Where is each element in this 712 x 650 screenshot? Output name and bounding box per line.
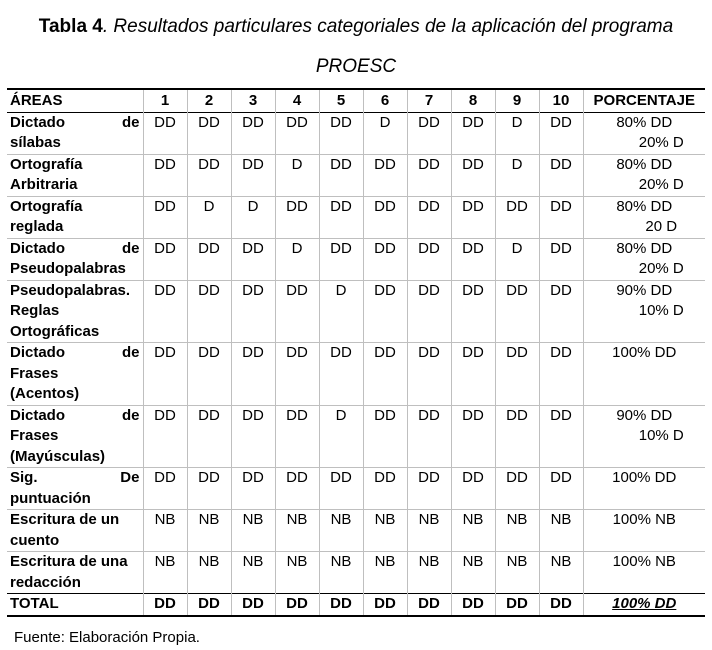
value-cell: DD (143, 196, 187, 238)
caption-line-2: PROESC (315, 56, 397, 77)
value-cell: DD (363, 154, 407, 196)
header-col-5: 5 (319, 89, 363, 112)
percentage-line: 100% NB (612, 511, 676, 528)
value-cell: DD (495, 405, 539, 468)
value-cell: DD (275, 343, 319, 406)
area-line: Frases (10, 364, 59, 382)
value-cell: NB (319, 552, 363, 594)
percentage-line: 100% DD (612, 469, 677, 486)
value-cell: DD (231, 343, 275, 406)
value-cell: DD (407, 154, 451, 196)
percentage-line: 90% DD (616, 406, 673, 424)
area-cell (7, 510, 143, 552)
value-cell: DD (143, 280, 187, 343)
value-cell: NB (275, 510, 319, 552)
value-cell: DD (143, 468, 187, 510)
header-col-4: 4 (275, 89, 319, 112)
value-cell: D (319, 405, 363, 468)
area-line: Escritura de un (10, 511, 120, 528)
total-label: TOTAL (10, 595, 59, 612)
value-cell: D (231, 196, 275, 238)
table-row (7, 154, 705, 196)
total-value-cell: DD (143, 594, 187, 616)
header-col-9: 9 (495, 89, 539, 112)
value-cell: DD (363, 468, 407, 510)
value-cell: D (363, 112, 407, 154)
value-cell: DD (143, 112, 187, 154)
value-cell: DD (451, 405, 495, 468)
total-value-cell: DD (495, 594, 539, 616)
header-percentage: PORCENTAJE (583, 89, 705, 112)
value-cell: DD (231, 154, 275, 196)
area-cell (7, 343, 143, 406)
value-cell: DD (143, 154, 187, 196)
area-line: Pseudopalabras (10, 260, 126, 277)
area-cell (7, 196, 143, 238)
table-body (7, 112, 705, 616)
caption-line-1 (0, 14, 712, 40)
value-cell: DD (407, 196, 451, 238)
percentage-line: 100% DD (612, 344, 677, 361)
percentage-cell (583, 112, 705, 154)
area-line: Pseudopalabras. (10, 281, 131, 299)
value-cell: DD (363, 238, 407, 280)
value-cell: NB (539, 510, 583, 552)
area-line: Dictado de (10, 344, 140, 361)
value-cell: DD (495, 343, 539, 406)
area-line: Dictado de (10, 113, 140, 131)
percentage-line: 100% NB (612, 553, 676, 570)
percentage-line: 90% DD (616, 281, 673, 299)
value-cell: DD (539, 468, 583, 510)
value-cell: DD (319, 112, 363, 154)
value-cell: DD (495, 196, 539, 238)
value-cell: DD (539, 238, 583, 280)
value-cell: NB (187, 510, 231, 552)
value-cell: D (187, 196, 231, 238)
table-row (7, 280, 705, 343)
area-cell (7, 112, 143, 154)
value-cell: D (495, 112, 539, 154)
area-line: puntuación (10, 489, 91, 507)
area-cell (7, 468, 143, 510)
value-cell: DD (407, 468, 451, 510)
value-cell: DD (451, 468, 495, 510)
value-cell: DD (363, 280, 407, 343)
percentage-cell (583, 196, 705, 238)
caption-text: . Resultados particulares categoriales de la aplicación del programa (102, 16, 674, 37)
value-cell: DD (539, 112, 583, 154)
total-value-cell: DD (319, 594, 363, 616)
value-cell: NB (187, 552, 231, 594)
source-note: Fuente: Elaboración Propia. (14, 629, 200, 646)
total-value-cell: DD (187, 594, 231, 616)
value-cell: NB (143, 552, 187, 594)
area-line: redacción (10, 573, 81, 591)
area-cell (7, 238, 143, 280)
value-cell: DD (407, 343, 451, 406)
header-col-3: 3 (231, 89, 275, 112)
area-line: (Mayúsculas) (10, 447, 106, 465)
value-cell: DD (407, 280, 451, 343)
value-cell: NB (407, 510, 451, 552)
table-caption (0, 14, 712, 80)
value-cell: DD (407, 112, 451, 154)
area-line: Sig. De (10, 469, 140, 486)
table-row (7, 552, 705, 594)
value-cell: D (495, 238, 539, 280)
header-col-2: 2 (187, 89, 231, 112)
value-cell: DD (187, 280, 231, 343)
percentage-line: 80% DD (616, 155, 673, 173)
value-cell: NB (231, 510, 275, 552)
value-cell: NB (451, 510, 495, 552)
value-cell: DD (187, 468, 231, 510)
area-line: Dictado de (10, 406, 140, 424)
percentage-line: 80% DD (616, 197, 673, 215)
value-cell: DD (451, 280, 495, 343)
percentage-cell (583, 405, 705, 468)
table-row (7, 196, 705, 238)
value-cell: DD (539, 154, 583, 196)
area-cell (7, 280, 143, 343)
value-cell: DD (231, 468, 275, 510)
value-cell: DD (451, 196, 495, 238)
value-cell: DD (143, 405, 187, 468)
value-cell: DD (407, 405, 451, 468)
area-line: Ortografía (10, 197, 83, 215)
value-cell: DD (187, 238, 231, 280)
header-col-10: 10 (539, 89, 583, 112)
value-cell: NB (275, 552, 319, 594)
header-areas: ÁREAS (10, 92, 63, 109)
results-table (7, 88, 705, 617)
value-cell: DD (319, 343, 363, 406)
value-cell: DD (275, 196, 319, 238)
value-cell: DD (319, 238, 363, 280)
value-cell: DD (231, 280, 275, 343)
value-cell: DD (143, 238, 187, 280)
percentage-cell (583, 468, 705, 510)
total-value-cell: DD (407, 594, 451, 616)
value-cell: NB (495, 552, 539, 594)
value-cell: DD (451, 154, 495, 196)
value-cell: DD (495, 280, 539, 343)
percentage-cell (583, 552, 705, 594)
area-line: sílabas (10, 134, 61, 151)
value-cell: DD (451, 343, 495, 406)
percentage-cell (583, 280, 705, 343)
value-cell: D (495, 154, 539, 196)
area-line: Dictado de (10, 239, 140, 257)
value-cell: DD (275, 468, 319, 510)
value-cell: DD (363, 343, 407, 406)
value-cell: DD (187, 405, 231, 468)
value-cell: DD (539, 196, 583, 238)
table-row (7, 405, 705, 468)
caption-label: Tabla 4 (38, 16, 103, 37)
percentage-cell (583, 510, 705, 552)
value-cell: DD (539, 405, 583, 468)
value-cell: DD (363, 196, 407, 238)
area-line: Reglas (10, 302, 60, 319)
area-cell (7, 552, 143, 594)
percentage-line: 20% D (638, 176, 684, 193)
value-cell: DD (363, 405, 407, 468)
area-line: (Acentos) (10, 385, 80, 402)
value-cell: NB (495, 510, 539, 552)
value-cell: DD (451, 112, 495, 154)
total-value-cell: DD (451, 594, 495, 616)
value-cell: DD (231, 238, 275, 280)
value-cell: DD (143, 343, 187, 406)
table-row (7, 343, 705, 406)
value-cell: DD (319, 154, 363, 196)
percentage-line: 20 D (645, 218, 678, 235)
percentage-cell (583, 343, 705, 406)
percentage-line: 80% DD (616, 239, 673, 257)
value-cell: DD (495, 468, 539, 510)
table-row (7, 112, 705, 154)
total-value-cell: DD (275, 594, 319, 616)
value-cell: D (275, 154, 319, 196)
value-cell: DD (319, 196, 363, 238)
table-row (7, 468, 705, 510)
table-row (7, 238, 705, 280)
total-value-cell: DD (363, 594, 407, 616)
total-percentage: 100% DD (583, 594, 705, 616)
value-cell: DD (451, 238, 495, 280)
area-line: Frases (10, 427, 59, 444)
value-cell: DD (275, 112, 319, 154)
area-cell (7, 154, 143, 196)
value-cell: DD (231, 405, 275, 468)
value-cell: NB (451, 552, 495, 594)
area-line: Ortografía (10, 155, 83, 173)
percentage-line: 80% DD (616, 113, 673, 131)
value-cell: DD (231, 112, 275, 154)
total-value-cell: DD (231, 594, 275, 616)
value-cell: D (319, 280, 363, 343)
value-cell: DD (539, 280, 583, 343)
value-cell: NB (231, 552, 275, 594)
percentage-line: 20% D (638, 260, 684, 277)
header-col-8: 8 (451, 89, 495, 112)
value-cell: DD (187, 112, 231, 154)
percentage-line: 10% D (638, 302, 684, 319)
value-cell: NB (539, 552, 583, 594)
value-cell: NB (319, 510, 363, 552)
value-cell: DD (539, 343, 583, 406)
area-line: Ortográficas (10, 322, 100, 340)
header-col-7: 7 (407, 89, 451, 112)
header-col-6: 6 (363, 89, 407, 112)
value-cell: DD (187, 343, 231, 406)
value-cell: DD (275, 280, 319, 343)
value-cell: NB (363, 552, 407, 594)
area-line: cuento (10, 531, 60, 549)
value-cell: NB (407, 552, 451, 594)
area-line: reglada (10, 218, 64, 235)
value-cell: DD (319, 468, 363, 510)
header-row (7, 89, 705, 112)
area-line: Arbitraria (10, 176, 78, 193)
table-row (7, 510, 705, 552)
area-cell (7, 405, 143, 468)
area-line: Escritura de una (10, 553, 128, 570)
total-value-cell: DD (539, 594, 583, 616)
value-cell: NB (363, 510, 407, 552)
value-cell: NB (143, 510, 187, 552)
value-cell: DD (275, 405, 319, 468)
percentage-line: 10% D (638, 427, 684, 444)
percentage-cell (583, 238, 705, 280)
header-col-1: 1 (143, 89, 187, 112)
percentage-line: 20% D (638, 134, 684, 151)
percentage-cell (583, 154, 705, 196)
value-cell: D (275, 238, 319, 280)
total-row (7, 594, 705, 616)
value-cell: DD (187, 154, 231, 196)
value-cell: DD (407, 238, 451, 280)
